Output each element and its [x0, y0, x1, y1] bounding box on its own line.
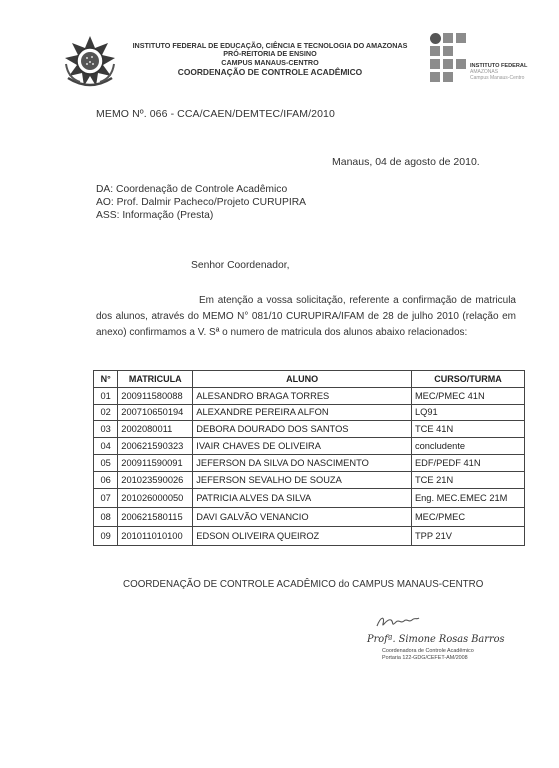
- coat-of-arms-icon: [62, 34, 118, 92]
- row-number: 01: [94, 387, 118, 404]
- handwritten-signature: [373, 612, 423, 632]
- row-number: 03: [94, 421, 118, 438]
- if-line-3: Campus Manaus-Centro: [470, 75, 525, 82]
- row-curso: EDF/PEDF 41N: [411, 454, 524, 471]
- signature-role: [382, 648, 502, 662]
- memo-date: Manaus, 04 de agosto de 2010.: [332, 156, 480, 168]
- address-from: DA: Coordenação de Controle Acadêmico: [96, 184, 288, 195]
- if-line-2: AMAZONAS: [470, 69, 499, 76]
- address-subject: ASS: Informação (Presta): [96, 210, 214, 221]
- signature-title: Coordenadora de Controle Acadêmico: [382, 648, 474, 654]
- row-number: 05: [94, 454, 118, 471]
- memo-number: MEMO Nº. 066 - CCA/CAEN/DEMTEC/IFAM/2010: [96, 108, 335, 120]
- address-to: AO: Prof. Dalmir Pacheco/Projeto CURUPIRA: [96, 197, 307, 208]
- table-row: [94, 488, 525, 507]
- table-header-row: [94, 371, 525, 388]
- header-line-1: INSTITUTO FEDERAL DE EDUCAÇÃO, CIÊNCIA E TECNOLOGIA DO AMAZONAS: [132, 41, 408, 50]
- row-curso: MEC/PMEC 41N: [411, 387, 524, 404]
- row-curso: concludente: [411, 438, 524, 455]
- table-row: [94, 454, 525, 471]
- table-row: [94, 387, 525, 404]
- signature-portaria: Portaria 122-GDG/CEFET-AM/2008: [382, 655, 468, 661]
- row-aluno: ALESANDRO BRAGA TORRES: [193, 387, 412, 404]
- row-curso: Eng. MEC.EMEC 21M: [411, 488, 524, 507]
- institution-header: [120, 42, 420, 77]
- row-matricula: 2002080011: [118, 421, 193, 438]
- table-row: [94, 438, 525, 455]
- signature-name: Profª. Simone Rosas Barros: [367, 634, 505, 645]
- row-aluno: JEFERSON DA SILVA DO NASCIMENTO: [193, 454, 412, 471]
- row-aluno: EDSON OLIVEIRA QUEIROZ: [193, 526, 412, 545]
- row-curso: LQ91: [411, 404, 524, 421]
- row-number: 04: [94, 438, 118, 455]
- table-row: [94, 471, 525, 488]
- row-aluno: DEBORA DOURADO DOS SANTOS: [193, 421, 412, 438]
- row-matricula: 200911590091: [118, 454, 193, 471]
- row-curso: MEC/PMEC: [411, 507, 524, 526]
- header-number: N°: [94, 371, 118, 388]
- header-curso-turma: CURSO/TURMA: [411, 371, 524, 388]
- row-number: 08: [94, 507, 118, 526]
- row-matricula: 200710650194: [118, 404, 193, 421]
- header-matricula: MATRICULA: [118, 371, 193, 388]
- header-line-2: PRÓ-REITORIA DE ENSINO: [223, 49, 317, 59]
- header-aluno: ALUNO: [193, 371, 412, 388]
- row-matricula: 201011010100: [118, 526, 193, 545]
- row-number: 06: [94, 471, 118, 488]
- students-table: [93, 370, 525, 546]
- table-row: [94, 526, 525, 545]
- if-line-1: INSTITUTO FEDERAL: [470, 63, 528, 69]
- row-matricula: 201023590026: [118, 471, 193, 488]
- row-curso: TPP 21V: [411, 526, 524, 545]
- table-row: [94, 421, 525, 438]
- row-curso: TCE 21N: [411, 471, 524, 488]
- row-matricula: 200621580115: [118, 507, 193, 526]
- header-line-3: CAMPUS MANAUS-CENTRO: [221, 57, 319, 67]
- row-number: 09: [94, 526, 118, 545]
- header-line-4: COORDENAÇÃO DE CONTROLE ACADÊMICO: [177, 67, 363, 78]
- address-block: [96, 183, 306, 222]
- row-matricula: 200621590323: [118, 438, 193, 455]
- instituto-federal-logo-text: [470, 63, 527, 82]
- table-row: [94, 404, 525, 421]
- row-aluno: JEFERSON SEVALHO DE SOUZA: [193, 471, 412, 488]
- row-number: 07: [94, 488, 118, 507]
- row-curso: TCE 41N: [411, 421, 524, 438]
- row-aluno: ALEXANDRE PEREIRA ALFON: [193, 404, 412, 421]
- row-aluno: DAVI GALVÃO VENANCIO: [193, 507, 412, 526]
- table-row: [94, 507, 525, 526]
- salutation: Senhor Coordenador,: [191, 260, 290, 271]
- row-aluno: PATRICIA ALVES DA SILVA: [193, 488, 412, 507]
- row-aluno: IVAIR CHAVES DE OLIVEIRA: [193, 438, 412, 455]
- row-matricula: 200911580088: [118, 387, 193, 404]
- footer-coordination: COORDENAÇÃO DE CONTROLE ACADÊMICO do CAMPUS MANAUS-CENTRO: [123, 579, 484, 590]
- row-matricula: 201026000050: [118, 488, 193, 507]
- row-number: 02: [94, 404, 118, 421]
- body-paragraph: Em atenção a vossa solicitação, referente a confirmação de matricula dos alunos, através do MEMO N° 081/10 CURUPIRA/IFAM de 28 de julho 2010 (relação em anexo) confirmamos a V. Sª o numero de matricula dos alunos abaixo relacionados:: [96, 295, 516, 338]
